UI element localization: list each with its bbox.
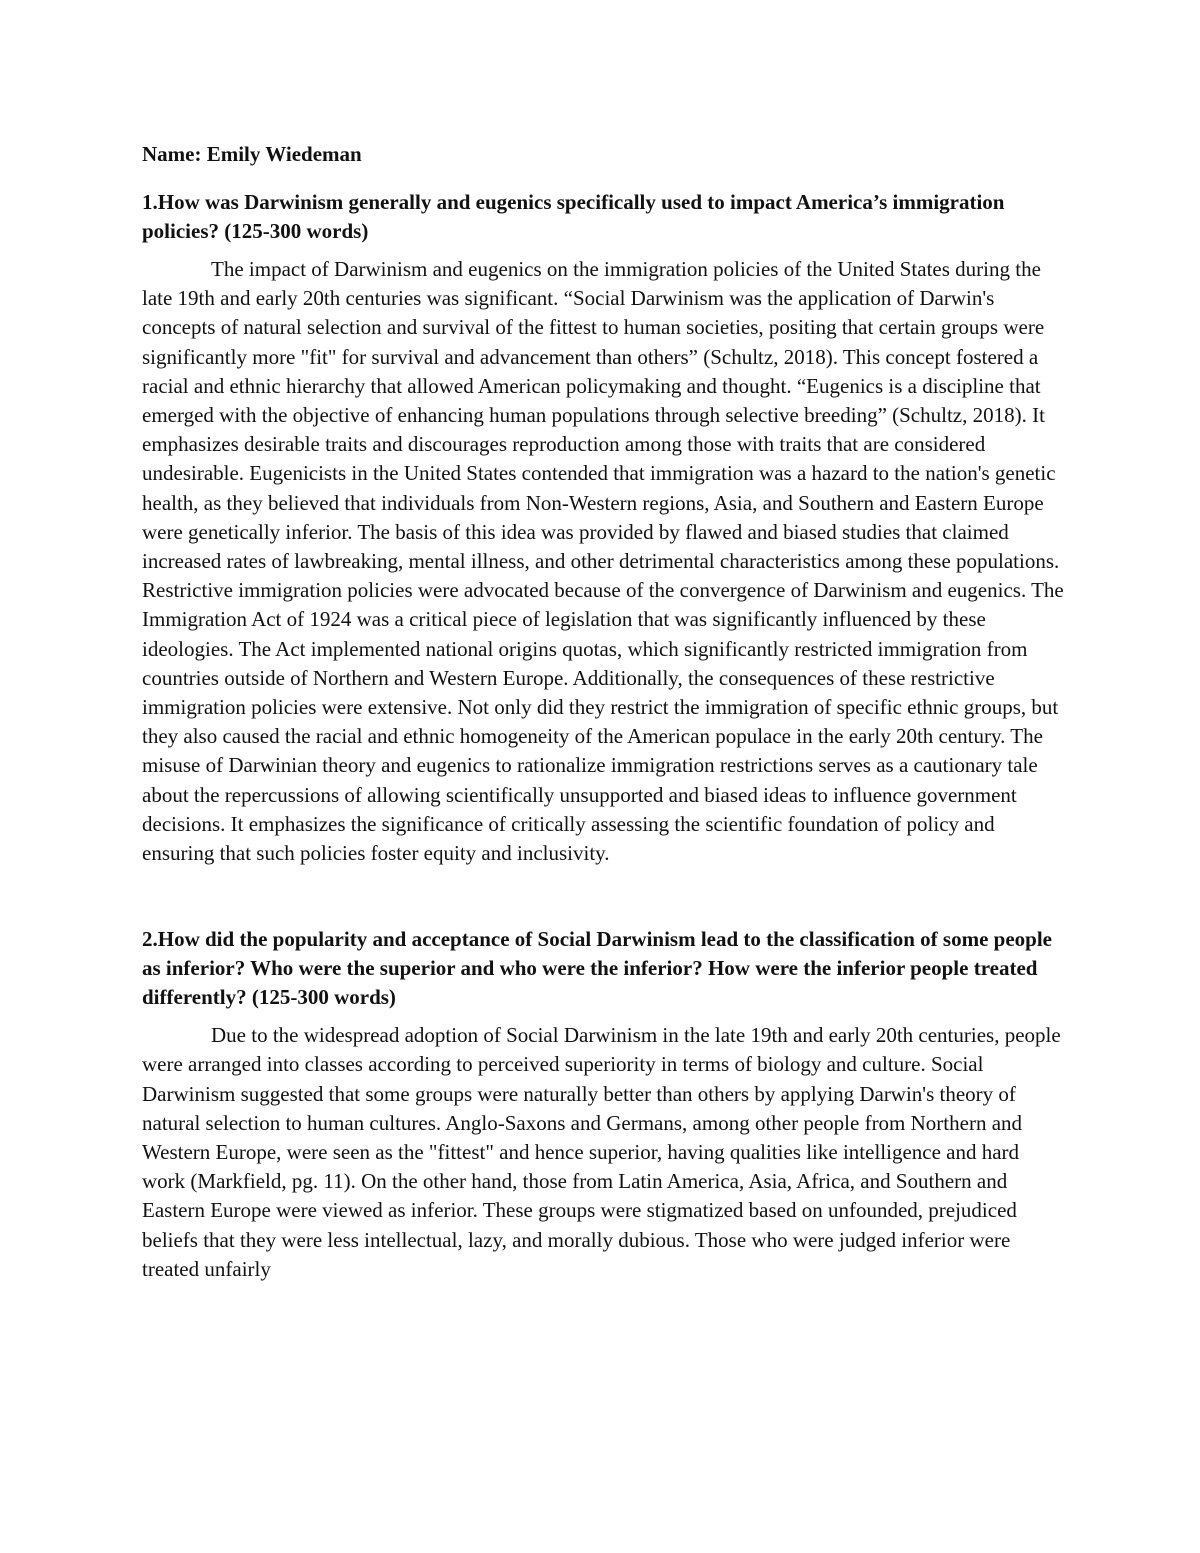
answer-1: The impact of Darwinism and eugenics on the immigration policies of the United States during the late 19th and early 20th centuries was significant. “Social Darwinism was the application of Darwin's concepts of natural selection and survival of the fittest to human societies, positing that certain groups were significantly more "fit" for survival and advancement than others” (Schultz, 2018). This concept fostered a racial and ethnic hierarchy that allowed American policymaking and thought. “Eugenics is a discipline that emerged with the objective of enhancing human populations through selective breeding” (Schultz, 2018). It emphasizes desirable traits and discourages reproduction among those with traits that are considered undesirable. Eugenicists in the United States contended that immigration was a hazard to the nation's genetic health, as they believed that individuals from Non-Western regions, Asia, and Southern and Eastern Europe were genetically inferior. The basis of this idea was provided by flawed and biased studies that claimed increased rates of lawbreaking, mental illness, and other detrimental characteristics among these populations. Restrictive immigration policies were advocated because of the convergence of Darwinism and eugenics. The Immigration Act of 1924 was a critical piece of legislation that was significantly influenced by these ideologies. The Act implemented national origins quotas, which significantly restricted immigration from countries outside of Northern and Western Europe. Additionally, the consequences of these restrictive immigration policies were extensive. Not only did they restrict the immigration of specific ethnic groups, but they also caused the racial and ethnic homogeneity of the American populace in the early 20th century. The misuse of Darwinian theory and eugenics to rationalize immigration restrictions serves as a cautionary tale about the repercussions of allowing scientifically unsupported and biased ideas to influence government decisions. It emphasizes the significance of critically assessing the scientific foundation of policy and ensuring that such policies foster equity and inclusivity. bbox=[142, 257, 1064, 866]
question-1: 1.How was Darwinism generally and eugenics specifically used to impact America’s immigration policies? (125-300 words) bbox=[142, 190, 1005, 243]
student-name: Name: Emily Wiedeman bbox=[142, 142, 362, 166]
answer-2: Due to the widespread adoption of Social Darwinism in the late 19th and early 20th centuries, people were arranged into classes according to perceived superiority in terms of biology and culture. Social Darwinism suggested that some groups were naturally better than others by applying Darwin's theory of natural selection to human cultures. Anglo-Saxons and Germans, among other people from Northern and Western Europe, were seen as the "fittest" and hence superior, having qualities like intelligence and hard work (Markfield, pg. 11). On the other hand, those from Latin America, Asia, Africa, and Southern and Eastern Europe were viewed as inferior. These groups were stigmatized based on unfounded, prejudiced beliefs that they were less intellectual, lazy, and morally dubious. Those who were judged inferior were treated unfairly bbox=[142, 1023, 1061, 1281]
document-body bbox=[142, 140, 1067, 1284]
section-spacer bbox=[142, 868, 1067, 925]
question-2: 2.How did the popularity and acceptance of Social Darwinism lead to the classification of some people as inferior? Who were the superior and who were the inferior? How were the inferior people treated differently? (125-300 words) bbox=[142, 927, 1052, 1010]
